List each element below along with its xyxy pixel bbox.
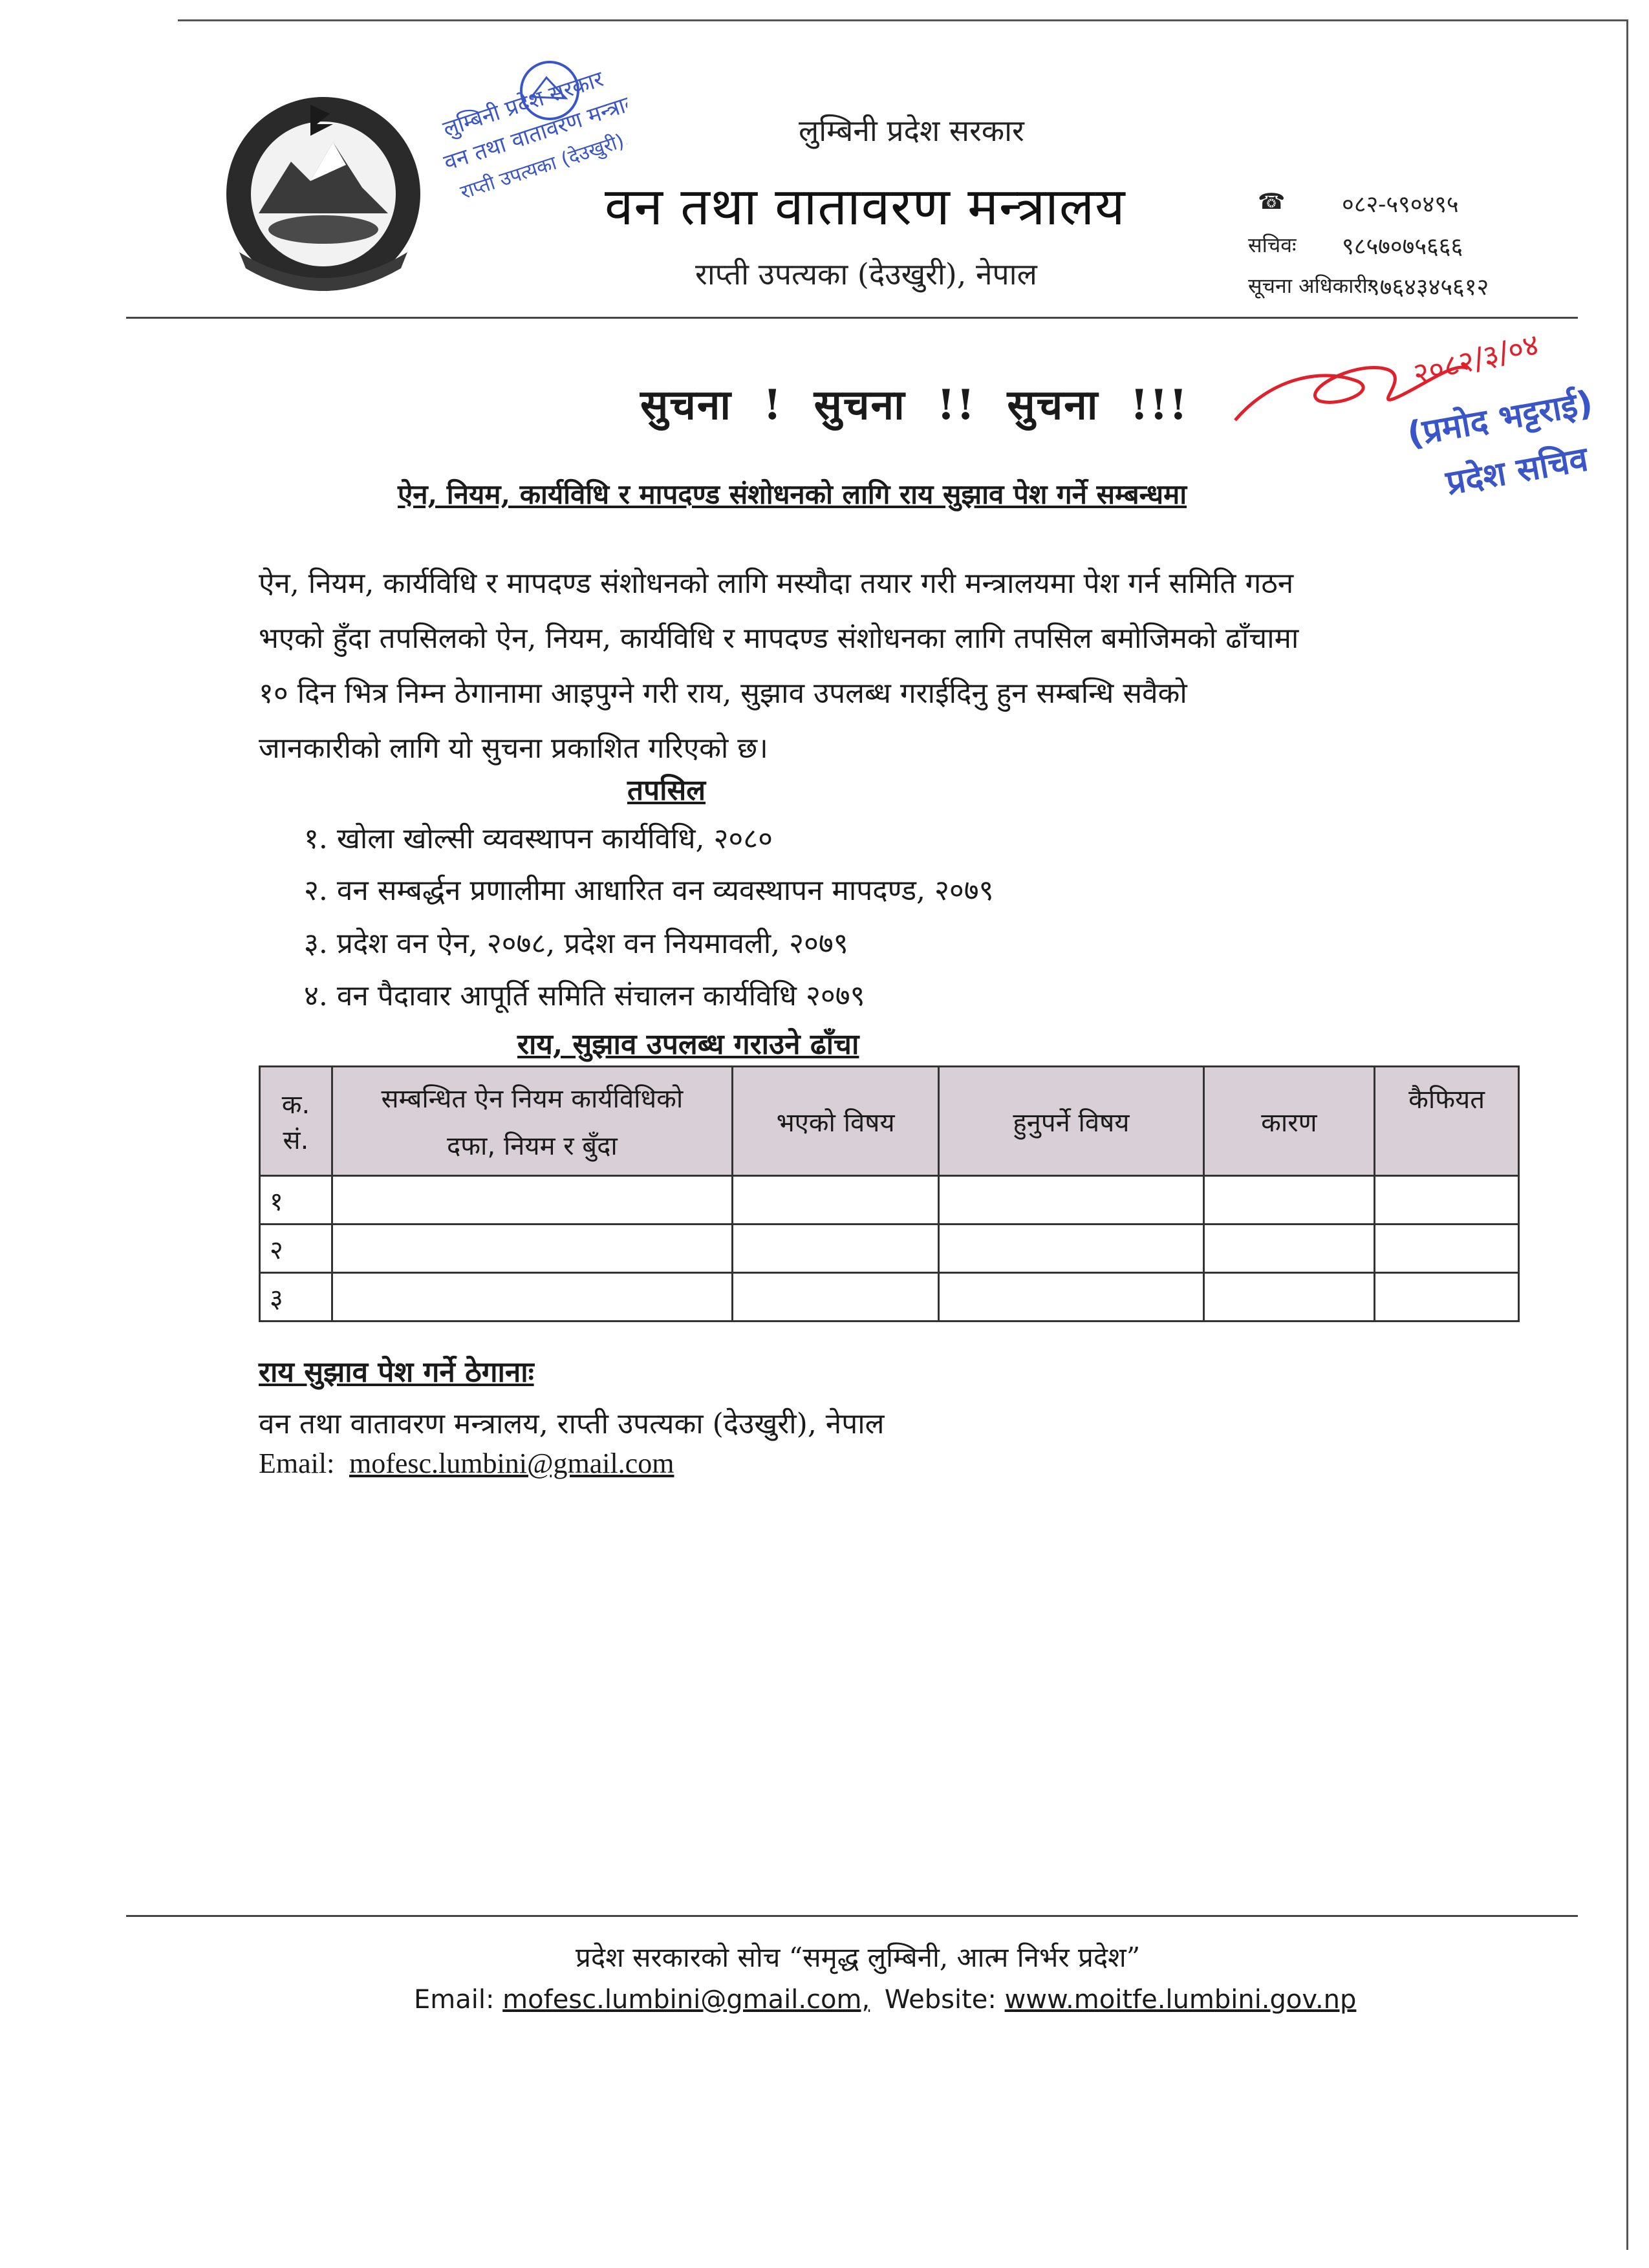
header-serial-line2: सं. — [283, 1126, 309, 1155]
secretary-label: सचिवः — [1248, 233, 1297, 257]
right-border — [1626, 19, 1628, 2250]
nepal-emblem-logo — [213, 91, 433, 297]
stamp-line3: राप्ती उपत्यका (देउखुरी), — [457, 127, 627, 204]
list-item: ४. वन पैदावार आपूर्ति समिति संचालन कार्यविधि २०७९ — [304, 979, 865, 1012]
table-header-row — [260, 1067, 1519, 1176]
table-cell — [939, 1273, 1203, 1321]
top-border — [178, 19, 1626, 21]
table-row — [260, 1273, 1519, 1321]
header-existing: भएको विषय — [732, 1067, 938, 1176]
info-officer-phone: ९७६४३४५६१२ — [1368, 274, 1489, 301]
table-cell — [332, 1176, 732, 1225]
office-phone: ०८२-५९०४९५ — [1342, 191, 1459, 218]
notice-title: सुचना ! सुचना !! सुचना !!! — [640, 381, 1189, 429]
office-stamp — [420, 52, 627, 239]
table-cell — [332, 1225, 732, 1273]
table-cell — [1203, 1176, 1375, 1225]
list-item: ३. प्रदेश वन ऐन, २०७८, प्रदेश वन नियमावली, २०७९ — [304, 927, 848, 960]
notice-subject: ऐन, नियम, कार्यविधि र मापदण्ड संशोधनको लागि राय सुझाव पेश गर्ने सम्बन्धमा — [398, 478, 1187, 510]
table-cell — [732, 1273, 938, 1321]
header-reference-line1: सम्बन्धित ऐन नियम कार्यविधिको — [381, 1084, 684, 1114]
feedback-template-table — [259, 1065, 1520, 1322]
table-cell — [1203, 1273, 1375, 1321]
notice-paragraph-line4: जानकारीको लागि यो सुचना प्रकाशित गरिएको छ। — [259, 732, 768, 765]
signature — [1222, 323, 1623, 511]
table-row — [260, 1176, 1519, 1225]
signer-name: (प्रमोद भट्टराई) — [1404, 383, 1596, 455]
footer-contact — [414, 1985, 1356, 2015]
header-reference — [332, 1067, 732, 1176]
table-row — [260, 1225, 1519, 1273]
footer-website-label: Website: — [884, 1985, 997, 2015]
notice-paragraph-line2: भएको हुँदा तपसिलको ऐन, नियम, कार्यविधि र मापदण्ड संशोधनका लागि तपसिल बमोजिमको ढाँचामा — [259, 622, 1299, 655]
notice-paragraph-line3: १० दिन भित्र निम्न ठेगानामा आइपुग्ने गरी राय, सुझाव उपलब्ध गराईदिनु हुन सम्बन्धि सवैको — [259, 677, 1187, 710]
secretary-phone: ९८५७०७५६६६ — [1342, 233, 1463, 260]
list-heading: तपसिल — [627, 774, 706, 807]
stamp-line2: वन तथा वातावरण मन्त्रालय — [440, 84, 627, 177]
table-cell — [1375, 1176, 1519, 1225]
address-email-link[interactable]: mofesc.lumbini@gmail.com — [349, 1448, 674, 1479]
notice-paragraph-line1: ऐन, नियम, कार्यविधि र मापदण्ड संशोधनको लागि मस्यौदा तयार गरी मन्त्रालयमा पेश गर्न समिति गठन — [259, 567, 1294, 600]
gov-name: लुम्बिनी प्रदेश सरकार — [799, 113, 1024, 148]
address-heading: राय सुझाव पेश गर्ने ठेगानाः — [259, 1356, 534, 1389]
header-divider — [126, 317, 1578, 319]
stamp-line1: लुम्बिनी प्रदेश सरकार — [440, 66, 607, 142]
header-serial-line1: क. — [281, 1090, 310, 1120]
form-table-title: राय, सुझाव उपलब्ध गराउने ढाँचा — [517, 1028, 859, 1061]
footer-website-link[interactable]: www.moitfe.lumbini.gov.np — [1004, 1985, 1357, 2015]
footer-email-link[interactable]: mofesc.lumbini@gmail.com, — [502, 1985, 870, 2015]
row-serial: १ — [260, 1176, 332, 1225]
header-remarks: कैफियत — [1375, 1067, 1519, 1176]
signer-title: प्रदेश सचिव — [1443, 440, 1591, 503]
header-proposed: हुनुपर्ने विषय — [939, 1067, 1203, 1176]
signature-date: २०८२/३/०४ — [1409, 326, 1543, 392]
header-serial — [260, 1067, 332, 1176]
footer-divider — [126, 1915, 1578, 1917]
list-item: १. खोला खोल्सी व्यवस्थापन कार्यविधि, २०८० — [304, 822, 773, 855]
info-officer-label: सूचना अधिकारीः — [1248, 273, 1372, 298]
table-cell — [732, 1225, 938, 1273]
table-cell — [1375, 1225, 1519, 1273]
address-line: वन तथा वातावरण मन्त्रालय, राप्ती उपत्यका (देउखुरी), नेपाल — [259, 1407, 885, 1440]
table-cell — [1203, 1225, 1375, 1273]
table-cell — [1375, 1273, 1519, 1321]
address-email-label: Email: — [259, 1448, 335, 1479]
header-reference-line2: दफा, नियम र बुँदा — [446, 1131, 618, 1161]
row-serial: ३ — [260, 1273, 332, 1321]
ministry-name: वन तथा वातावरण मन्त्रालय — [605, 177, 1126, 237]
table-cell — [332, 1273, 732, 1321]
ministry-location: राप्ती उपत्यका (देउखुरी), नेपाल — [695, 257, 1037, 292]
table-cell — [939, 1225, 1203, 1273]
footer-email-label: Email: — [414, 1985, 495, 2015]
telephone-icon: ☎ — [1258, 189, 1286, 215]
footer-slogan: प्रदेश सरकारको सोच “समृद्ध लुम्बिनी, आत्म निर्भर प्रदेश” — [576, 1942, 1141, 1973]
list-item: २. वन सम्बर्द्धन प्रणालीमा आधारित वन व्यवस्थापन मापदण्ड, २०७९ — [304, 874, 994, 907]
row-serial: २ — [260, 1225, 332, 1273]
table-cell — [939, 1176, 1203, 1225]
table-cell — [732, 1176, 938, 1225]
header-reason: कारण — [1203, 1067, 1375, 1176]
